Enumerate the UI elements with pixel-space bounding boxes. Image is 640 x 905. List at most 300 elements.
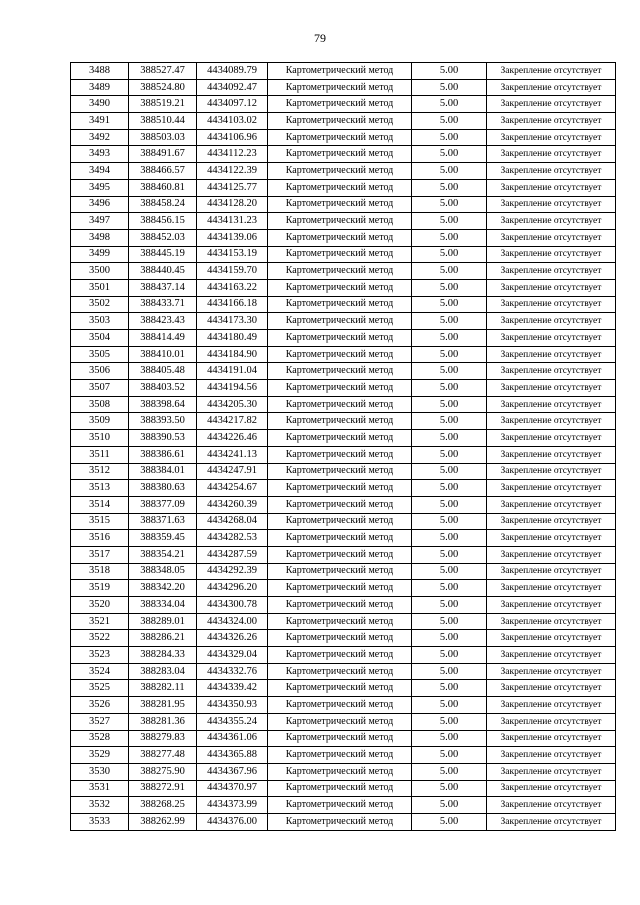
cell-x-coordinate: 388386.61 [129,446,197,463]
cell-accuracy: 5.00 [412,129,487,146]
cell-method: Картометрический метод [268,530,412,547]
cell-fixing: Закрепление отсутствует [487,96,616,113]
cell-y-coordinate: 4434089.79 [197,63,268,80]
cell-method: Картометрический метод [268,396,412,413]
table-row [71,296,616,313]
cell-fixing: Закрепление отсутствует [487,179,616,196]
cell-method: Картометрический метод [268,146,412,163]
cell-x-coordinate: 388491.67 [129,146,197,163]
cell-x-coordinate: 388390.53 [129,430,197,447]
table-row [71,713,616,730]
cell-x-coordinate: 388282.11 [129,680,197,697]
cell-x-coordinate: 388348.05 [129,563,197,580]
table-row [71,797,616,814]
table-row [71,563,616,580]
cell-fixing: Закрепление отсутствует [487,513,616,530]
cell-fixing: Закрепление отсутствует [487,380,616,397]
cell-accuracy: 5.00 [412,713,487,730]
cell-x-coordinate: 388405.48 [129,363,197,380]
cell-y-coordinate: 4434339.42 [197,680,268,697]
cell-method: Картометрический метод [268,813,412,830]
cell-x-coordinate: 388281.36 [129,713,197,730]
cell-x-coordinate: 388410.01 [129,346,197,363]
cell-y-coordinate: 4434166.18 [197,296,268,313]
cell-x-coordinate: 388283.04 [129,663,197,680]
cell-accuracy: 5.00 [412,163,487,180]
cell-x-coordinate: 388433.71 [129,296,197,313]
table-row [71,763,616,780]
cell-fixing: Закрепление отсутствует [487,663,616,680]
cell-accuracy: 5.00 [412,730,487,747]
table-row [71,313,616,330]
cell-accuracy: 5.00 [412,496,487,513]
table-row [71,279,616,296]
table-row [71,513,616,530]
cell-x-coordinate: 388334.04 [129,597,197,614]
cell-x-coordinate: 388371.63 [129,513,197,530]
cell-point-number: 3501 [71,279,129,296]
cell-method: Картометрический метод [268,196,412,213]
cell-accuracy: 5.00 [412,680,487,697]
cell-accuracy: 5.00 [412,79,487,96]
cell-x-coordinate: 388289.01 [129,613,197,630]
table-row [71,430,616,447]
table-row [71,229,616,246]
cell-x-coordinate: 388398.64 [129,396,197,413]
cell-method: Картометрический метод [268,747,412,764]
table-row [71,446,616,463]
cell-fixing: Закрепление отсутствует [487,413,616,430]
cell-method: Картометрический метод [268,363,412,380]
table-row [71,363,616,380]
cell-method: Картометрический метод [268,546,412,563]
cell-x-coordinate: 388452.03 [129,229,197,246]
cell-accuracy: 5.00 [412,663,487,680]
cell-x-coordinate: 388286.21 [129,630,197,647]
cell-method: Картометрический метод [268,730,412,747]
cell-accuracy: 5.00 [412,613,487,630]
cell-y-coordinate: 4434194.56 [197,380,268,397]
cell-y-coordinate: 4434326.26 [197,630,268,647]
cell-accuracy: 5.00 [412,413,487,430]
cell-point-number: 3500 [71,263,129,280]
cell-x-coordinate: 388380.63 [129,480,197,497]
cell-point-number: 3527 [71,713,129,730]
cell-method: Картометрический метод [268,380,412,397]
cell-x-coordinate: 388414.49 [129,330,197,347]
cell-y-coordinate: 4434373.99 [197,797,268,814]
table-row [71,213,616,230]
cell-y-coordinate: 4434226.46 [197,430,268,447]
cell-accuracy: 5.00 [412,597,487,614]
cell-point-number: 3492 [71,129,129,146]
cell-x-coordinate: 388384.01 [129,463,197,480]
table-row [71,597,616,614]
cell-method: Картометрический метод [268,647,412,664]
cell-fixing: Закрепление отсутствует [487,279,616,296]
cell-method: Картометрический метод [268,780,412,797]
cell-method: Картометрический метод [268,663,412,680]
cell-method: Картометрический метод [268,680,412,697]
table-row [71,496,616,513]
cell-y-coordinate: 4434205.30 [197,396,268,413]
cell-point-number: 3504 [71,330,129,347]
cell-fixing: Закрепление отсутствует [487,763,616,780]
cell-x-coordinate: 388393.50 [129,413,197,430]
cell-fixing: Закрепление отсутствует [487,246,616,263]
cell-point-number: 3532 [71,797,129,814]
cell-method: Картометрический метод [268,179,412,196]
table-row [71,129,616,146]
table-row [71,163,616,180]
cell-y-coordinate: 4434287.59 [197,546,268,563]
cell-accuracy: 5.00 [412,797,487,814]
cell-x-coordinate: 388403.52 [129,380,197,397]
cell-fixing: Закрепление отсутствует [487,747,616,764]
coordinates-table [70,62,616,831]
table-row [71,813,616,830]
table-row [71,480,616,497]
cell-accuracy: 5.00 [412,630,487,647]
cell-fixing: Закрепление отсутствует [487,697,616,714]
cell-y-coordinate: 4434103.02 [197,113,268,130]
cell-point-number: 3495 [71,179,129,196]
cell-point-number: 3512 [71,463,129,480]
cell-point-number: 3494 [71,163,129,180]
table-row [71,63,616,80]
cell-method: Картометрический метод [268,613,412,630]
cell-fixing: Закрепление отсутствует [487,79,616,96]
cell-accuracy: 5.00 [412,380,487,397]
cell-y-coordinate: 4434131.23 [197,213,268,230]
table-row [71,663,616,680]
cell-accuracy: 5.00 [412,263,487,280]
cell-method: Картометрический метод [268,580,412,597]
table-row [71,179,616,196]
table-row [71,530,616,547]
cell-y-coordinate: 4434184.90 [197,346,268,363]
table-row [71,463,616,480]
cell-x-coordinate: 388359.45 [129,530,197,547]
cell-method: Картометрический метод [268,513,412,530]
cell-accuracy: 5.00 [412,480,487,497]
cell-accuracy: 5.00 [412,530,487,547]
cell-point-number: 3517 [71,546,129,563]
cell-point-number: 3498 [71,229,129,246]
cell-method: Картометрический метод [268,346,412,363]
cell-x-coordinate: 388284.33 [129,647,197,664]
cell-point-number: 3502 [71,296,129,313]
cell-point-number: 3513 [71,480,129,497]
cell-x-coordinate: 388279.83 [129,730,197,747]
table-row [71,263,616,280]
coordinates-table-body [71,63,616,831]
cell-y-coordinate: 4434180.49 [197,330,268,347]
cell-method: Картометрический метод [268,797,412,814]
cell-y-coordinate: 4434260.39 [197,496,268,513]
cell-fixing: Закрепление отсутствует [487,346,616,363]
cell-point-number: 3525 [71,680,129,697]
cell-fixing: Закрепление отсутствует [487,597,616,614]
cell-x-coordinate: 388458.24 [129,196,197,213]
cell-point-number: 3530 [71,763,129,780]
table-row [71,680,616,697]
cell-x-coordinate: 388268.25 [129,797,197,814]
cell-method: Картометрический метод [268,263,412,280]
cell-point-number: 3489 [71,79,129,96]
cell-point-number: 3499 [71,246,129,263]
cell-accuracy: 5.00 [412,463,487,480]
cell-point-number: 3521 [71,613,129,630]
table-row [71,246,616,263]
cell-fixing: Закрепление отсутствует [487,530,616,547]
cell-point-number: 3531 [71,780,129,797]
cell-point-number: 3488 [71,63,129,80]
cell-accuracy: 5.00 [412,580,487,597]
cell-y-coordinate: 4434125.77 [197,179,268,196]
cell-method: Картометрический метод [268,313,412,330]
table-row [71,546,616,563]
cell-x-coordinate: 388275.90 [129,763,197,780]
table-row [71,396,616,413]
cell-y-coordinate: 4434106.96 [197,129,268,146]
cell-point-number: 3490 [71,96,129,113]
cell-fixing: Закрепление отсутствует [487,797,616,814]
cell-accuracy: 5.00 [412,747,487,764]
cell-point-number: 3516 [71,530,129,547]
cell-y-coordinate: 4434329.04 [197,647,268,664]
cell-x-coordinate: 388460.81 [129,179,197,196]
cell-accuracy: 5.00 [412,697,487,714]
cell-accuracy: 5.00 [412,396,487,413]
cell-point-number: 3526 [71,697,129,714]
table-row [71,113,616,130]
cell-fixing: Закрепление отсутствует [487,330,616,347]
cell-point-number: 3493 [71,146,129,163]
table-row [71,747,616,764]
cell-x-coordinate: 388466.57 [129,163,197,180]
cell-fixing: Закрепление отсутствует [487,446,616,463]
cell-accuracy: 5.00 [412,546,487,563]
cell-point-number: 3519 [71,580,129,597]
cell-accuracy: 5.00 [412,63,487,80]
cell-method: Картометрический метод [268,63,412,80]
cell-y-coordinate: 4434217.82 [197,413,268,430]
cell-x-coordinate: 388262.99 [129,813,197,830]
cell-method: Картометрический метод [268,229,412,246]
cell-fixing: Закрепление отсутствует [487,630,616,647]
cell-point-number: 3503 [71,313,129,330]
table-row [71,96,616,113]
cell-y-coordinate: 4434268.04 [197,513,268,530]
cell-point-number: 3506 [71,363,129,380]
cell-method: Картометрический метод [268,446,412,463]
cell-fixing: Закрепление отсутствует [487,480,616,497]
cell-x-coordinate: 388281.95 [129,697,197,714]
cell-accuracy: 5.00 [412,446,487,463]
cell-method: Картометрический метод [268,96,412,113]
cell-accuracy: 5.00 [412,330,487,347]
cell-fixing: Закрепление отсутствует [487,546,616,563]
cell-fixing: Закрепление отсутствует [487,680,616,697]
cell-point-number: 3497 [71,213,129,230]
cell-method: Картометрический метод [268,713,412,730]
cell-method: Картометрический метод [268,330,412,347]
cell-accuracy: 5.00 [412,96,487,113]
cell-fixing: Закрепление отсутствует [487,129,616,146]
cell-accuracy: 5.00 [412,363,487,380]
cell-fixing: Закрепление отсутствует [487,780,616,797]
cell-y-coordinate: 4434092.47 [197,79,268,96]
cell-accuracy: 5.00 [412,113,487,130]
cell-fixing: Закрепление отсутствует [487,647,616,664]
cell-y-coordinate: 4434365.88 [197,747,268,764]
cell-accuracy: 5.00 [412,313,487,330]
cell-y-coordinate: 4434112.23 [197,146,268,163]
cell-point-number: 3496 [71,196,129,213]
table-row [71,146,616,163]
cell-x-coordinate: 388423.43 [129,313,197,330]
table-row [71,647,616,664]
table-row [71,697,616,714]
cell-point-number: 3528 [71,730,129,747]
cell-x-coordinate: 388445.19 [129,246,197,263]
cell-accuracy: 5.00 [412,246,487,263]
cell-method: Картометрический метод [268,480,412,497]
cell-y-coordinate: 4434300.78 [197,597,268,614]
cell-fixing: Закрепление отсутствует [487,463,616,480]
cell-x-coordinate: 388524.80 [129,79,197,96]
cell-accuracy: 5.00 [412,813,487,830]
cell-x-coordinate: 388510.44 [129,113,197,130]
cell-y-coordinate: 4434350.93 [197,697,268,714]
cell-fixing: Закрепление отсутствует [487,580,616,597]
cell-point-number: 3509 [71,413,129,430]
cell-y-coordinate: 4434128.20 [197,196,268,213]
cell-accuracy: 5.00 [412,647,487,664]
cell-point-number: 3515 [71,513,129,530]
table-row [71,413,616,430]
table-row [71,613,616,630]
cell-y-coordinate: 4434163.22 [197,279,268,296]
cell-accuracy: 5.00 [412,213,487,230]
cell-x-coordinate: 388503.03 [129,129,197,146]
cell-method: Картометрический метод [268,630,412,647]
cell-method: Картометрический метод [268,279,412,296]
cell-fixing: Закрепление отсутствует [487,496,616,513]
cell-y-coordinate: 4434159.70 [197,263,268,280]
cell-accuracy: 5.00 [412,279,487,296]
cell-point-number: 3520 [71,597,129,614]
cell-method: Картометрический метод [268,597,412,614]
cell-x-coordinate: 388519.21 [129,96,197,113]
cell-method: Картометрический метод [268,413,412,430]
cell-fixing: Закрепление отсутствует [487,563,616,580]
cell-x-coordinate: 388440.45 [129,263,197,280]
cell-accuracy: 5.00 [412,146,487,163]
cell-y-coordinate: 4434332.76 [197,663,268,680]
cell-x-coordinate: 388437.14 [129,279,197,296]
cell-y-coordinate: 4434296.20 [197,580,268,597]
cell-method: Картометрический метод [268,496,412,513]
cell-point-number: 3529 [71,747,129,764]
cell-point-number: 3523 [71,647,129,664]
cell-point-number: 3511 [71,446,129,463]
cell-method: Картометрический метод [268,213,412,230]
cell-fixing: Закрепление отсутствует [487,263,616,280]
cell-accuracy: 5.00 [412,229,487,246]
cell-point-number: 3508 [71,396,129,413]
cell-y-coordinate: 4434241.13 [197,446,268,463]
table-row [71,780,616,797]
table-row [71,346,616,363]
cell-y-coordinate: 4434139.06 [197,229,268,246]
cell-method: Картометрический метод [268,563,412,580]
cell-fixing: Закрепление отсутствует [487,63,616,80]
cell-point-number: 3510 [71,430,129,447]
table-row [71,330,616,347]
cell-method: Картометрический метод [268,246,412,263]
cell-point-number: 3491 [71,113,129,130]
cell-method: Картометрический метод [268,129,412,146]
cell-accuracy: 5.00 [412,179,487,196]
table-row [71,580,616,597]
cell-y-coordinate: 4434324.00 [197,613,268,630]
cell-accuracy: 5.00 [412,196,487,213]
cell-fixing: Закрепление отсутствует [487,113,616,130]
cell-method: Картометрический метод [268,113,412,130]
cell-point-number: 3514 [71,496,129,513]
cell-fixing: Закрепление отсутствует [487,430,616,447]
cell-y-coordinate: 4434292.39 [197,563,268,580]
cell-x-coordinate: 388277.48 [129,747,197,764]
cell-fixing: Закрепление отсутствует [487,163,616,180]
cell-method: Картометрический метод [268,163,412,180]
cell-x-coordinate: 388527.47 [129,63,197,80]
cell-fixing: Закрепление отсутствует [487,730,616,747]
cell-x-coordinate: 388342.20 [129,580,197,597]
cell-point-number: 3518 [71,563,129,580]
table-row [71,196,616,213]
cell-accuracy: 5.00 [412,780,487,797]
cell-point-number: 3524 [71,663,129,680]
table-row [71,730,616,747]
cell-method: Картометрический метод [268,763,412,780]
table-row [71,630,616,647]
cell-y-coordinate: 4434254.67 [197,480,268,497]
cell-accuracy: 5.00 [412,563,487,580]
cell-point-number: 3522 [71,630,129,647]
cell-accuracy: 5.00 [412,430,487,447]
table-row [71,380,616,397]
cell-accuracy: 5.00 [412,346,487,363]
cell-y-coordinate: 4434191.04 [197,363,268,380]
cell-fixing: Закрепление отсутствует [487,296,616,313]
cell-x-coordinate: 388456.15 [129,213,197,230]
cell-method: Картометрический метод [268,430,412,447]
cell-y-coordinate: 4434367.96 [197,763,268,780]
cell-y-coordinate: 4434361.06 [197,730,268,747]
cell-fixing: Закрепление отсутствует [487,396,616,413]
cell-fixing: Закрепление отсутствует [487,813,616,830]
cell-fixing: Закрепление отсутствует [487,196,616,213]
cell-y-coordinate: 4434097.12 [197,96,268,113]
cell-y-coordinate: 4434282.53 [197,530,268,547]
cell-y-coordinate: 4434247.91 [197,463,268,480]
cell-method: Картометрический метод [268,697,412,714]
cell-y-coordinate: 4434370.97 [197,780,268,797]
cell-accuracy: 5.00 [412,763,487,780]
